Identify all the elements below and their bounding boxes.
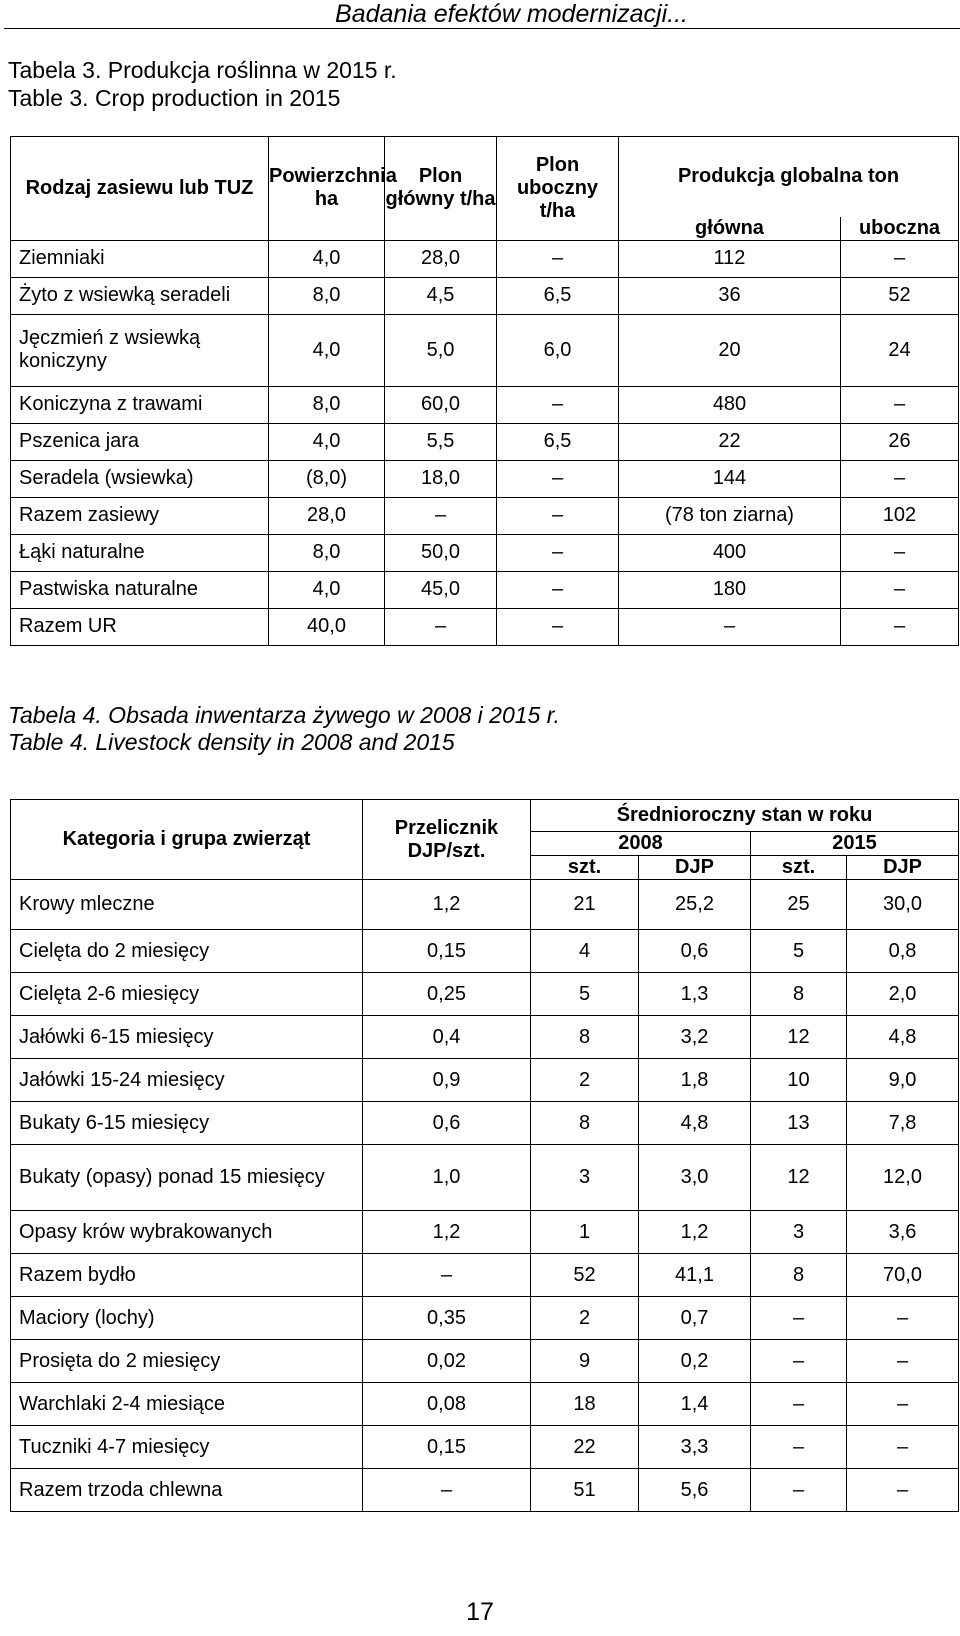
cell-djp2015: 3,6 xyxy=(847,1211,959,1254)
cell-djp2008: 41,1 xyxy=(639,1254,751,1297)
cell-prod-side: – xyxy=(841,534,959,571)
cell-factor: 0,6 xyxy=(363,1102,531,1145)
cell-prod-side: 52 xyxy=(841,277,959,314)
cell-djp2008: 3,0 xyxy=(639,1145,751,1211)
cell-djp2008: 0,2 xyxy=(639,1340,751,1383)
cell-szt2008: 21 xyxy=(531,880,639,930)
row-label: Jałówki 15-24 miesięcy xyxy=(11,1059,363,1102)
col-header-djp-2008: DJP xyxy=(639,856,751,880)
cell-szt2015: – xyxy=(751,1340,847,1383)
cell-szt2015: 5 xyxy=(751,930,847,973)
table-row xyxy=(11,534,959,571)
table-row xyxy=(11,1145,959,1211)
table-row xyxy=(11,1297,959,1340)
cell-area: 40,0 xyxy=(269,608,385,645)
cell-side-yield: 6,5 xyxy=(497,277,619,314)
row-label: Razem UR xyxy=(11,608,269,645)
cell-prod-side: – xyxy=(841,608,959,645)
page-number: 17 xyxy=(466,1598,494,1626)
cell-factor: 1,0 xyxy=(363,1145,531,1211)
cell-djp2015: 9,0 xyxy=(847,1059,959,1102)
cell-side-yield: – xyxy=(497,534,619,571)
table-row xyxy=(11,1102,959,1145)
cell-szt2015: – xyxy=(751,1469,847,1512)
row-label: Pastwiska naturalne xyxy=(11,571,269,608)
row-label: Opasy krów wybrakowanych xyxy=(11,1211,363,1254)
table-row xyxy=(11,423,959,460)
table-row xyxy=(11,1340,959,1383)
cell-factor: 1,2 xyxy=(363,1211,531,1254)
cell-prod-main: – xyxy=(619,608,841,645)
cell-szt2015: – xyxy=(751,1383,847,1426)
cell-szt2015: 13 xyxy=(751,1102,847,1145)
cell-djp2008: 1,3 xyxy=(639,973,751,1016)
table-row xyxy=(11,571,959,608)
cell-djp2008: 1,4 xyxy=(639,1383,751,1426)
cell-prod-side: – xyxy=(841,240,959,277)
cell-factor: – xyxy=(363,1469,531,1512)
cell-side-yield: – xyxy=(497,608,619,645)
cell-area: 8,0 xyxy=(269,534,385,571)
table-row xyxy=(11,460,959,497)
cell-djp2015: – xyxy=(847,1426,959,1469)
table-row xyxy=(11,277,959,314)
cell-side-yield: – xyxy=(497,497,619,534)
running-header-text: Badania efektów modernizacji... xyxy=(335,0,688,28)
cell-djp2015: – xyxy=(847,1469,959,1512)
cell-djp2015: 4,8 xyxy=(847,1016,959,1059)
row-label: Maciory (lochy) xyxy=(11,1297,363,1340)
cell-side-yield: – xyxy=(497,571,619,608)
cell-side-yield: – xyxy=(497,386,619,423)
table-row xyxy=(11,497,959,534)
cell-side-yield: 6,0 xyxy=(497,314,619,386)
livestock-density-table xyxy=(10,799,959,1512)
cell-area: 4,0 xyxy=(269,314,385,386)
cell-factor: 0,35 xyxy=(363,1297,531,1340)
col-header-szt-2015: szt. xyxy=(751,856,847,880)
col-header-factor: Przelicznik DJP/szt. xyxy=(363,800,531,880)
row-label: Ziemniaki xyxy=(11,240,269,277)
cell-szt2008: 4 xyxy=(531,930,639,973)
running-header xyxy=(0,0,960,30)
cell-djp2008: 1,8 xyxy=(639,1059,751,1102)
cell-main-yield: 28,0 xyxy=(385,240,497,277)
table-row xyxy=(11,1469,959,1512)
row-label: Pszenica jara xyxy=(11,423,269,460)
cell-factor: 0,4 xyxy=(363,1016,531,1059)
table-row xyxy=(11,1383,959,1426)
cell-area: 4,0 xyxy=(269,240,385,277)
row-label: Jęczmień z wsiewką koniczyny xyxy=(11,314,269,386)
row-label: Tuczniki 4-7 miesięcy xyxy=(11,1426,363,1469)
cell-djp2015: – xyxy=(847,1383,959,1426)
cell-djp2015: 12,0 xyxy=(847,1145,959,1211)
cell-prod-side: – xyxy=(841,571,959,608)
cell-factor: 0,08 xyxy=(363,1383,531,1426)
table-row xyxy=(11,1211,959,1254)
cell-djp2008: 25,2 xyxy=(639,880,751,930)
row-label: Razem zasiewy xyxy=(11,497,269,534)
cell-prod-main: 180 xyxy=(619,571,841,608)
table-row xyxy=(11,930,959,973)
table3-caption-pl: Tabela 3. Produkcja roślinna w 2015 r. xyxy=(8,57,397,83)
crop-production-table xyxy=(10,136,959,646)
row-label: Żyto z wsiewką seradeli xyxy=(11,277,269,314)
cell-djp2015: 2,0 xyxy=(847,973,959,1016)
col-header-global-side: uboczna xyxy=(841,217,959,241)
row-label: Cielęta do 2 miesięcy xyxy=(11,930,363,973)
cell-szt2015: – xyxy=(751,1297,847,1340)
cell-djp2008: 5,6 xyxy=(639,1469,751,1512)
row-label: Jałówki 6-15 miesięcy xyxy=(11,1016,363,1059)
table4-caption-pl: Tabela 4. Obsada inwentarza żywego w 2008 i 2015 r. xyxy=(8,702,560,728)
cell-factor: 1,2 xyxy=(363,880,531,930)
cell-szt2008: 3 xyxy=(531,1145,639,1211)
cell-prod-main: 400 xyxy=(619,534,841,571)
cell-szt2015: 8 xyxy=(751,973,847,1016)
cell-side-yield: – xyxy=(497,240,619,277)
col-header-djp-2015: DJP xyxy=(847,856,959,880)
col-header-year-2015: 2015 xyxy=(751,832,959,856)
row-label: Krowy mleczne xyxy=(11,880,363,930)
cell-area: (8,0) xyxy=(269,460,385,497)
table3-caption-en: Table 3. Crop production in 2015 xyxy=(8,85,341,111)
row-label: Warchlaki 2-4 miesiące xyxy=(11,1383,363,1426)
cell-factor: – xyxy=(363,1254,531,1297)
cell-szt2015: – xyxy=(751,1426,847,1469)
cell-djp2008: 3,2 xyxy=(639,1016,751,1059)
cell-area: 4,0 xyxy=(269,571,385,608)
cell-djp2015: – xyxy=(847,1297,959,1340)
cell-main-yield: – xyxy=(385,608,497,645)
cell-prod-side: – xyxy=(841,460,959,497)
cell-area: 8,0 xyxy=(269,386,385,423)
table-row xyxy=(11,1016,959,1059)
col-header-avg-state: Średnioroczny stan w roku xyxy=(531,800,959,832)
cell-area: 28,0 xyxy=(269,497,385,534)
cell-area: 4,0 xyxy=(269,423,385,460)
cell-side-yield: 6,5 xyxy=(497,423,619,460)
cell-factor: 0,15 xyxy=(363,1426,531,1469)
cell-djp2015: 70,0 xyxy=(847,1254,959,1297)
table-row xyxy=(11,1059,959,1102)
col-header-main-yield: Plon główny t/ha xyxy=(385,137,497,241)
table-row xyxy=(11,240,959,277)
row-label: Łąki naturalne xyxy=(11,534,269,571)
cell-main-yield: 50,0 xyxy=(385,534,497,571)
cell-szt2008: 9 xyxy=(531,1340,639,1383)
col-header-global-main: główna xyxy=(619,217,841,241)
cell-szt2008: 8 xyxy=(531,1016,639,1059)
cell-szt2008: 8 xyxy=(531,1102,639,1145)
cell-szt2015: 3 xyxy=(751,1211,847,1254)
cell-szt2008: 52 xyxy=(531,1254,639,1297)
cell-prod-main: 144 xyxy=(619,460,841,497)
cell-djp2008: 0,6 xyxy=(639,930,751,973)
cell-prod-main: 36 xyxy=(619,277,841,314)
cell-factor: 0,9 xyxy=(363,1059,531,1102)
col-header-crop: Rodzaj zasiewu lub TUZ xyxy=(11,137,269,241)
table-row xyxy=(11,1426,959,1469)
cell-szt2015: 12 xyxy=(751,1145,847,1211)
cell-main-yield: – xyxy=(385,497,497,534)
cell-szt2015: 10 xyxy=(751,1059,847,1102)
cell-szt2008: 1 xyxy=(531,1211,639,1254)
row-label: Bukaty 6-15 miesięcy xyxy=(11,1102,363,1145)
cell-djp2008: 3,3 xyxy=(639,1426,751,1469)
cell-prod-main: (78 ton ziarna) xyxy=(619,497,841,534)
cell-main-yield: 18,0 xyxy=(385,460,497,497)
col-header-global-production: Produkcja globalna ton xyxy=(619,137,959,217)
cell-area: 8,0 xyxy=(269,277,385,314)
cell-prod-side: 26 xyxy=(841,423,959,460)
cell-prod-main: 22 xyxy=(619,423,841,460)
table-row xyxy=(11,608,959,645)
cell-szt2015: 8 xyxy=(751,1254,847,1297)
row-label: Razem bydło xyxy=(11,1254,363,1297)
row-label: Seradela (wsiewka) xyxy=(11,460,269,497)
cell-main-yield: 5,0 xyxy=(385,314,497,386)
table-row xyxy=(11,386,959,423)
cell-szt2008: 22 xyxy=(531,1426,639,1469)
col-header-side-yield: Plon uboczny t/ha xyxy=(497,137,619,241)
cell-szt2015: 25 xyxy=(751,880,847,930)
table-row xyxy=(11,1254,959,1297)
table-row xyxy=(11,880,959,930)
cell-djp2015: 7,8 xyxy=(847,1102,959,1145)
cell-djp2015: 0,8 xyxy=(847,930,959,973)
cell-factor: 0,25 xyxy=(363,973,531,1016)
cell-djp2015: – xyxy=(847,1340,959,1383)
cell-szt2015: 12 xyxy=(751,1016,847,1059)
cell-prod-main: 480 xyxy=(619,386,841,423)
row-label: Bukaty (opasy) ponad 15 miesięcy xyxy=(11,1145,363,1211)
cell-side-yield: – xyxy=(497,460,619,497)
cell-djp2008: 0,7 xyxy=(639,1297,751,1340)
row-label: Prosięta do 2 miesięcy xyxy=(11,1340,363,1383)
cell-prod-side: 102 xyxy=(841,497,959,534)
table-row xyxy=(11,314,959,386)
cell-main-yield: 5,5 xyxy=(385,423,497,460)
col-header-year-2008: 2008 xyxy=(531,832,751,856)
row-label: Razem trzoda chlewna xyxy=(11,1469,363,1512)
cell-djp2008: 4,8 xyxy=(639,1102,751,1145)
cell-djp2015: 30,0 xyxy=(847,880,959,930)
col-header-area: Powierzchnia ha xyxy=(269,137,385,241)
row-label: Cielęta 2-6 miesięcy xyxy=(11,973,363,1016)
cell-szt2008: 51 xyxy=(531,1469,639,1512)
cell-main-yield: 45,0 xyxy=(385,571,497,608)
col-header-szt-2008: szt. xyxy=(531,856,639,880)
cell-prod-side: – xyxy=(841,386,959,423)
header-rule xyxy=(4,28,960,29)
cell-main-yield: 60,0 xyxy=(385,386,497,423)
cell-prod-main: 20 xyxy=(619,314,841,386)
cell-main-yield: 4,5 xyxy=(385,277,497,314)
cell-prod-side: 24 xyxy=(841,314,959,386)
cell-szt2008: 5 xyxy=(531,973,639,1016)
cell-szt2008: 18 xyxy=(531,1383,639,1426)
cell-prod-main: 112 xyxy=(619,240,841,277)
table-row xyxy=(11,973,959,1016)
cell-szt2008: 2 xyxy=(531,1297,639,1340)
table4-caption-en: Table 4. Livestock density in 2008 and 2015 xyxy=(8,729,455,755)
row-label: Koniczyna z trawami xyxy=(11,386,269,423)
cell-djp2008: 1,2 xyxy=(639,1211,751,1254)
cell-factor: 0,02 xyxy=(363,1340,531,1383)
cell-factor: 0,15 xyxy=(363,930,531,973)
col-header-category: Kategoria i grupa zwierząt xyxy=(11,800,363,880)
cell-szt2008: 2 xyxy=(531,1059,639,1102)
